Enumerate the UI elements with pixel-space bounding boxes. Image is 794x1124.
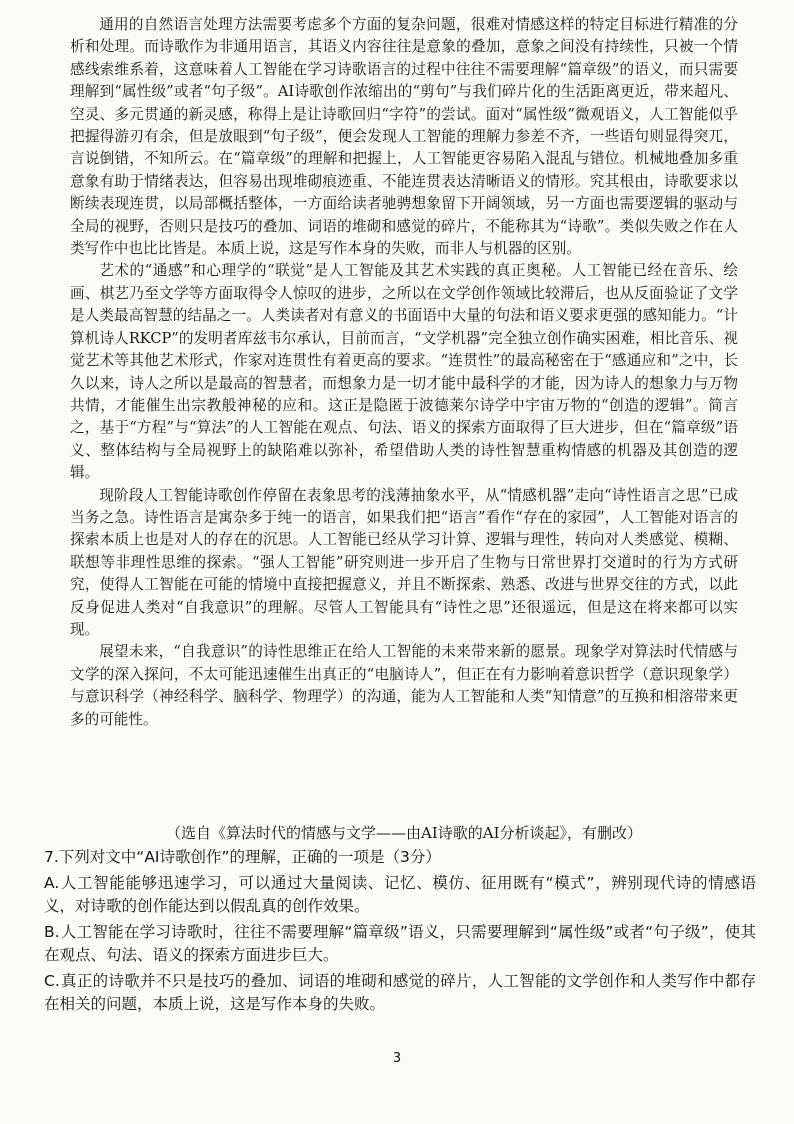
option-c-key: C. bbox=[44, 971, 60, 990]
option-b-text: 人工智能在学习诗歌时，往往不需要理解“篇章级”语义，只需要理解到“属性级”或者“句子级”，使其在观点、句法、语义的探索方面进步巨大。 bbox=[44, 922, 756, 964]
option-b-key: B. bbox=[44, 922, 60, 941]
passage-paragraph-1: 通用的自然语言处理方法需要考虑多个方面的复杂问题，很难对情感这样的特定目标进行精准的分析和处理。而诗歌作为非通用语言，其语义内容往往是意象的叠加，意象之间没有持续性，只被一个情感线索维系着，这意味着人工智能在学习诗歌语言的过程中往往不需要理解“篇章级”的语义，而只需要理解到“属性级”或者“句子级”。AI诗歌创作浓缩出的“剪句”与我们碎片化的生活距离更近，带来超凡、空灵、多元贯通的新灵感，称得上是让诗歌回归“字符”的尝试。面对“属性级”微观语义，人工智能似乎把握得游刃有余，但是放眼到“句子级”，便会发现人工智能的理解力参差不齐，一些语句则显得突兀，言说倒错，不知所云。在“篇章级”的理解和把握上，人工智能更容易陷入混乱与错位。机械地叠加多重意象有助于情绪表达，但容易出现堆砌痕迹重、不能连贯表达清晰语义的情形。究其根由，诗歌要求以断续表现连贯，以局部概括整体，一方面给读者驰骋想象留下开阔领域，另一方面也需要逻辑的驱动与全局的视野，否则只是技巧的叠加、词语的堆砌和感觉的碎片，不能称其为“诗歌”。类似失败之作在人类写作中也比比皆是。本质上说，这是写作本身的失败，而非人与机器的区别。 bbox=[70, 16, 738, 258]
question-stem: 7.下列对文中“AI诗歌创作”的理解，正确的一项是（3分） bbox=[44, 848, 441, 866]
passage-body bbox=[70, 14, 738, 731]
option-a-key: A. bbox=[44, 873, 60, 892]
passage-source: （选自《算法时代的情感与文学——由AI诗歌的AI分析谈起》，有删改） bbox=[165, 824, 643, 842]
question-block bbox=[44, 846, 756, 1019]
page-number: 3 bbox=[392, 1051, 402, 1066]
passage-paragraph-3: 现阶段人工智能诗歌创作停留在表象思考的浅薄抽象水平，从“情感机器”走向“诗性语言之思”已成当务之急。诗性语言是寓杂多于纯一的语言，如果我们把“语言”看作“存在的家园”，人工智能对语言的探索本质上也是对人的存在的沉思。人工智能已经从学习计算、逻辑与理性，转向对人类感觉、模糊、联想等非理性思维的探索。“强人工智能”研究则进一步开启了生物与日常世界打交道时的行为方式研究，使得人工智能在可能的情境中直接把握意义，并且不断探索、熟悉、改进与世界交往的方式，以此反身促进人类对“自我意识”的理解。尽管人工智能具有“诗性之思”还很遥远，但是这在将来都可以实现。 bbox=[70, 486, 738, 638]
option-a bbox=[44, 872, 756, 919]
passage-paragraph-4: 展望未来，“自我意识”的诗性思维正在给人工智能的未来带来新的愿景。现象学对算法时代情感与文学的深入探问，不太可能迅速催生出真正的“电脑诗人”，但正在有力影响着意识哲学（意识现象学）与意识科学（神经科学、脑科学、物理学）的沟通，能为人工智能和人类“知情意”的互换和相溶带来更多的可能性。 bbox=[70, 643, 738, 728]
option-b bbox=[44, 921, 756, 968]
option-c-text: 真正的诗歌并不只是技巧的叠加、词语的堆砌和感觉的碎片，人工智能的文学创作和人类写作中都存在相关的问题，本质上说，这是写作本身的失败。 bbox=[44, 971, 756, 1013]
passage-paragraph-2: 艺术的“通感”和心理学的“联觉”是人工智能及其艺术实践的真正奥秘。人工智能已经在音乐、绘画、棋艺乃至文学等方面取得令人惊叹的进步，之所以在文学创作领域比较滞后，也从反面验证了文学是人类最高智慧的结晶之一。人类读者对有意义的书面语中大量的句法和语义要求更强的感知能力。“计算机诗人RKCP”的发明者库兹韦尔承认，目前而言，“文学机器”完全独立创作确实困难，相比音乐、视觉艺术等其他艺术形式，作家对连贯性有着更高的要求。“连贯性”的最高秘密在于“感通应和”之中，长久以来，诗人之所以是最高的智慧者，而想象力是一切才能中最科学的才能，因为诗人的想象力与万物共情，才能催生出宗教般神秘的应和。这正是隐匿于波德莱尔诗学中宇宙万物的“创造的逻辑”。简言之，基于“方程”与“算法”的人工智能在观点、句法、语义的探索方面取得了巨大进步，但在“篇章级”语义、整体结构与全局视野上的缺陷难以弥补，希望借助人类的诗性智慧重构情感的机器及其创造的逻辑。 bbox=[70, 262, 738, 482]
option-a-text: 人工智能能够迅速学习，可以通过大量阅读、记忆、模仿、征用既有“模式”，辨别现代诗的情感语义，对诗歌的创作能达到以假乱真的创作效果。 bbox=[44, 873, 756, 915]
option-c bbox=[44, 970, 756, 1017]
